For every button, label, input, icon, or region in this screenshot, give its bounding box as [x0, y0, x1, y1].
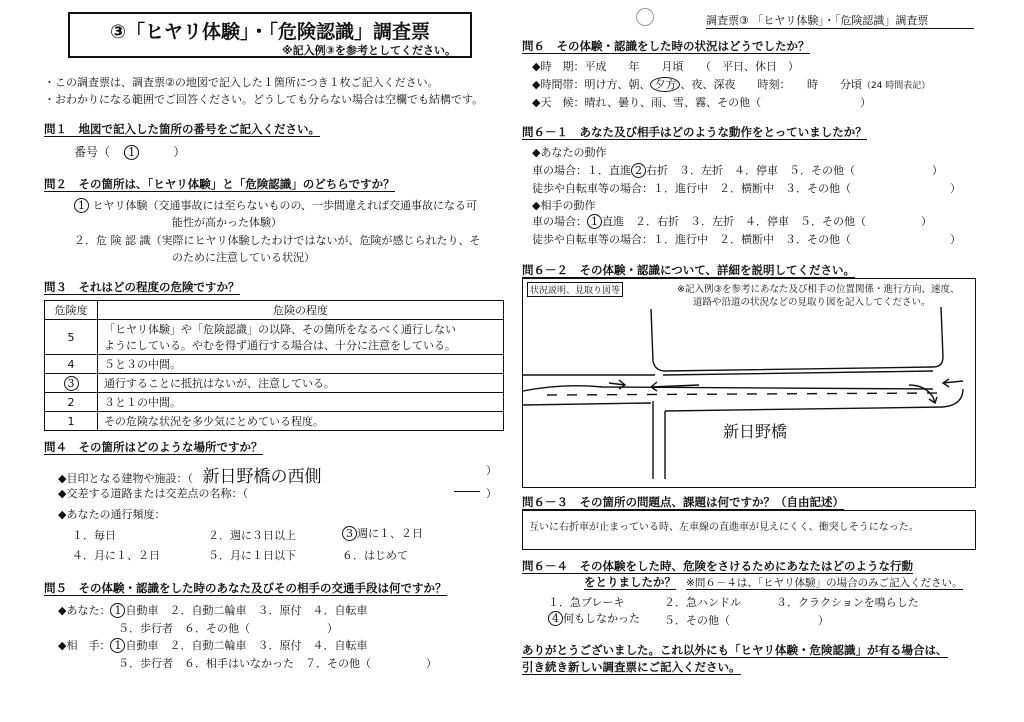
col-desc-header: 危険の程度 [98, 301, 504, 320]
q4-intersection-field[interactable]: ◆交差する道路または交差点の名称：（ [58, 487, 248, 500]
freq-option-5[interactable]: ５．月に１日以下 [208, 549, 296, 562]
page-subtitle: ※記入例③を参考としてください。 [281, 44, 456, 57]
q4-heading: 問４ その箇所はどのような場所ですか？ [44, 440, 263, 454]
q63-answer: 互いに右折車が止まっている時、左車線の直進車が見えにくく、衝突しそうになった。 [529, 522, 919, 533]
hand-dash [454, 491, 480, 492]
q64-option-5[interactable]: ５．その他（ ） [664, 614, 829, 627]
freq-option-6[interactable]: ６．はじめて [342, 549, 408, 562]
q4-selected-mark: 3 [342, 526, 357, 541]
q2-option-hiyari-cont: 能性が高かった体験） [172, 216, 282, 229]
road-sketch [523, 279, 975, 487]
q2-option-hiyari[interactable]: 1 ヒヤリ体験（交通事故には至らないものの、一歩間違えれば交通事故になる可 [74, 197, 477, 213]
bridge-label: 新日野橋 [723, 422, 788, 441]
q2-option-kiken-cont: のために注意している状況） [172, 251, 315, 264]
q4-landmark-value: 新日野橋の西側 [202, 467, 322, 487]
q6-time[interactable]: ◆時間帯：明け方、朝、 夕方 、夜、深夜 時刻： 時 分頃（24 時間表記） [532, 78, 931, 91]
q3-selected-mark: 3 [64, 376, 79, 391]
q64-option-3[interactable]: ３．クラクションを鳴らした [776, 596, 919, 609]
freq-option-3[interactable]: 3 週に１、２日 [342, 525, 423, 541]
q5-other-transport[interactable]: ◆相 手： 1 自動車 ２．自動二輪車 ３．原付 ４．自転車 [58, 639, 368, 652]
freq-option-4[interactable]: ４．月に１、２日 [72, 549, 160, 562]
q1-number-field[interactable]: 番号（ 1 ） [74, 145, 186, 159]
q6-weather[interactable]: ◆天 候：晴れ、曇り、雨、雪、霧、その他（ ） [532, 96, 872, 109]
intro-line-2: ・おわかりになる範囲でご回答ください。どうしても分らない場合は空欄でも結構です。 [44, 93, 484, 106]
q61-you-car[interactable]: 車の場合：１．直進 2 右折 ３．左折 ４．停車 ５．その他（ ） [532, 164, 943, 177]
q5-you-selected-mark: 1 [110, 603, 125, 618]
q6-period[interactable]: ◆時 期：平成 年 月頃 （ 平日、休日 ） [532, 60, 799, 73]
q64-selected-mark: 4 [548, 611, 563, 626]
q61-you-selected-mark: 2 [631, 163, 646, 178]
q63-answer-box[interactable] [522, 510, 976, 550]
q1-heading: 問１ 地図で記入した箇所の番号をご記入ください。 [44, 122, 320, 136]
punch-hole [636, 8, 654, 26]
q64-option-1[interactable]: １．急ブレーキ [548, 596, 625, 609]
right-header-rule [706, 28, 974, 29]
freq-option-1[interactable]: １．毎日 [72, 529, 116, 542]
q5-you-transport[interactable]: ◆あなた： 1 自動車 ２．自動二輪車 ３．原付 ４．自転車 [58, 604, 368, 617]
table-row-selected[interactable]: 3 通行することに抵抗はないが、注意している。 [45, 374, 504, 393]
sketch-box[interactable]: 状況説明、見取り図等 ※記入例③を参考にあなた及び相手の位置関係・進行方向、速度、 道路や沿道の状況などの見取り図を記入してください。 新日野橋 [522, 278, 976, 488]
q64-heading: 問６－４ その体験をした時、危険をさけるためにあなたはどのような行動 [522, 559, 913, 573]
q61-other-car[interactable]: 車の場合： 1 直進 ２．右折 ３．左折 ４．停車 ５．その他（ ） [532, 215, 932, 228]
page-title: ③「ヒヤリ体験」・「危険認識」調査票 [109, 21, 431, 43]
q63-heading: 問６－３ その箇所の問題点、課題は何ですか？（自由記述） [522, 495, 844, 509]
q61-other-walk[interactable]: 徒歩や自転車等の場合：１．進行中 ２．横断中 ３．その他（ ） [532, 233, 961, 246]
q4-frequency-label: ◆あなたの通行頻度： [58, 508, 166, 521]
q2-selected-mark: 1 [74, 198, 89, 213]
closing-line-1: ありがとうございました。これ以外にも「ヒヤリ体験・危険認識」が有る場合は、 [522, 643, 948, 657]
table-row[interactable]: 1 その危険な状況を多少気にとめている程度。 [45, 412, 504, 431]
q6-heading: 問６ その体験・認識をした時の状況はどうでしたか？ [522, 39, 810, 53]
title-box [68, 12, 472, 58]
q2-option-kiken[interactable]: ２．危 険 認 識（実際にヒヤリ体験したわけではないが、危険が感じられたり、そ [74, 234, 481, 247]
closing-line-2: 引き続き新しい調査票にご記入ください。 [522, 660, 741, 674]
risk-level-table [44, 300, 504, 431]
sketch-box-label: 状況説明、見取り図等 [527, 282, 623, 297]
table-row[interactable]: 5 「ヒヤリ体験」や「危険認識」の以降、その箇所をなるべく通行しない ようにしている。やむを得ず通行する場合は、十分に注意をしている。 [45, 320, 504, 355]
q62-heading: 問６－２ その体験・認識について、詳細を説明してください。 [522, 263, 856, 277]
q61-you-walk[interactable]: 徒歩や自転車等の場合：１．進行中 ２．横断中 ３．その他（ ） [532, 182, 961, 195]
q64-note: ※問６－４は、「ヒヤリ体験」の場合のみご記入ください。 [686, 577, 963, 589]
table-row[interactable]: 4 ５と３の中間。 [45, 355, 504, 374]
q2-heading: 問２ その箇所は、「ヒヤリ体験」と「危険認識」のどちらですか？ [44, 177, 395, 191]
q61-heading: 問６－１ あなた及び相手はどのような動作をとっていましたか？ [522, 125, 867, 139]
table-header-row [45, 301, 504, 320]
q5-heading: 問５ その体験・認識をした時のあなた及びその相手の交通手段は何ですか？ [44, 581, 447, 595]
freq-option-2[interactable]: ２．週に３日以上 [208, 529, 296, 542]
intro-line-1: ・この調査票は、調査票②の地図で記入した１箇所につき１枚ご記入ください。 [44, 76, 439, 89]
q64-option-4[interactable]: 4 何もしなかった [548, 610, 640, 626]
q5-other-selected-mark: 1 [110, 638, 125, 653]
col-level-header: 危険度 [45, 301, 98, 320]
right-header-title: 調査票③ 「ヒヤリ体験」・「危険認識」調査票 [706, 14, 929, 27]
q4-landmark-field[interactable]: ◆目印となる建物や施設：（ 新日野橋の西側 [58, 467, 322, 487]
q3-heading: 問３ それはどの程度の危険ですか？ [44, 280, 240, 294]
q1-number-value: 1 [124, 145, 140, 160]
q61-other-selected-mark: 1 [587, 214, 602, 229]
table-row[interactable]: 2 ３と１の中間。 [45, 393, 504, 412]
q64-option-2[interactable]: ２．急ハンドル [664, 596, 741, 609]
q6-time-selected-mark: 夕方 [650, 77, 680, 92]
